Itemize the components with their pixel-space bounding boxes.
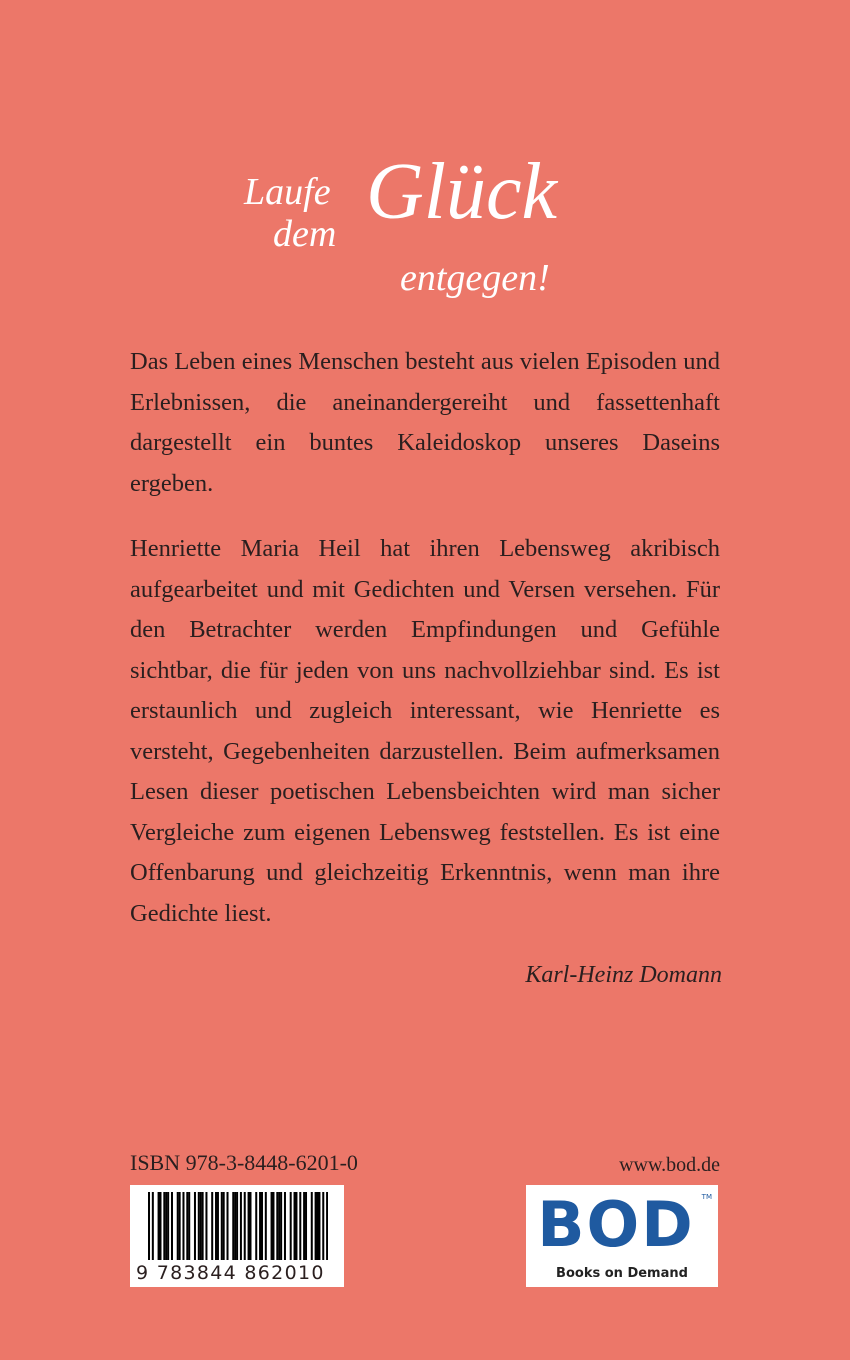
- barcode-bars: [148, 1192, 328, 1260]
- bod-logo: [526, 1185, 718, 1287]
- bod-logo-tm: TM: [701, 1193, 712, 1201]
- title-word-dem: dem: [273, 213, 337, 255]
- author-name: Karl-Heinz Domann: [525, 962, 722, 988]
- publisher-url: www.bod.de: [619, 1154, 720, 1176]
- isbn-label: ISBN 978-3-8448-6201-0: [130, 1150, 358, 1175]
- title-word-entgegen: entgegen!: [400, 257, 550, 299]
- book-title: [230, 150, 650, 310]
- bod-logo-subtitle: Books on Demand: [556, 1266, 688, 1281]
- title-word-laufe: Laufe: [244, 171, 331, 213]
- barcode-number: 9 783844 862010: [136, 1262, 325, 1284]
- title-word-glueck: Glück: [366, 148, 558, 236]
- blurb-paragraph-2: Henriette Maria Heil hat ihren Lebensweg akribisch aufgearbeitet und mit Gedichten und Versen versehen. Für den Betrachter werden Empfindungen und Gefühle sichtbar, die für jeden von uns nachvollziehbar sind. Es ist erstaunlich und zugleich interessant, wie Henriette es versteht, Gegebenheiten darzustellen. Beim aufmerksamen Lesen dieser poetischen Lebensbeichten wird man sicher Vergleiche zum eigenen Lebensweg feststellen. Es ist eine Offenbarung und gleichzeitig Erkenntnis, wenn man ihre Gedichte liest.: [130, 535, 720, 927]
- bod-logo-letters: BOD: [537, 1188, 695, 1261]
- blurb: [130, 342, 720, 934]
- blurb-paragraph-1: Das Leben eines Menschen besteht aus vielen Episoden und Erlebnissen, die aneinandergereiht und fassettenhaft dargestellt ein buntes Kaleidoskop unseres Daseins ergeben.: [130, 348, 720, 497]
- barcode: [130, 1185, 344, 1287]
